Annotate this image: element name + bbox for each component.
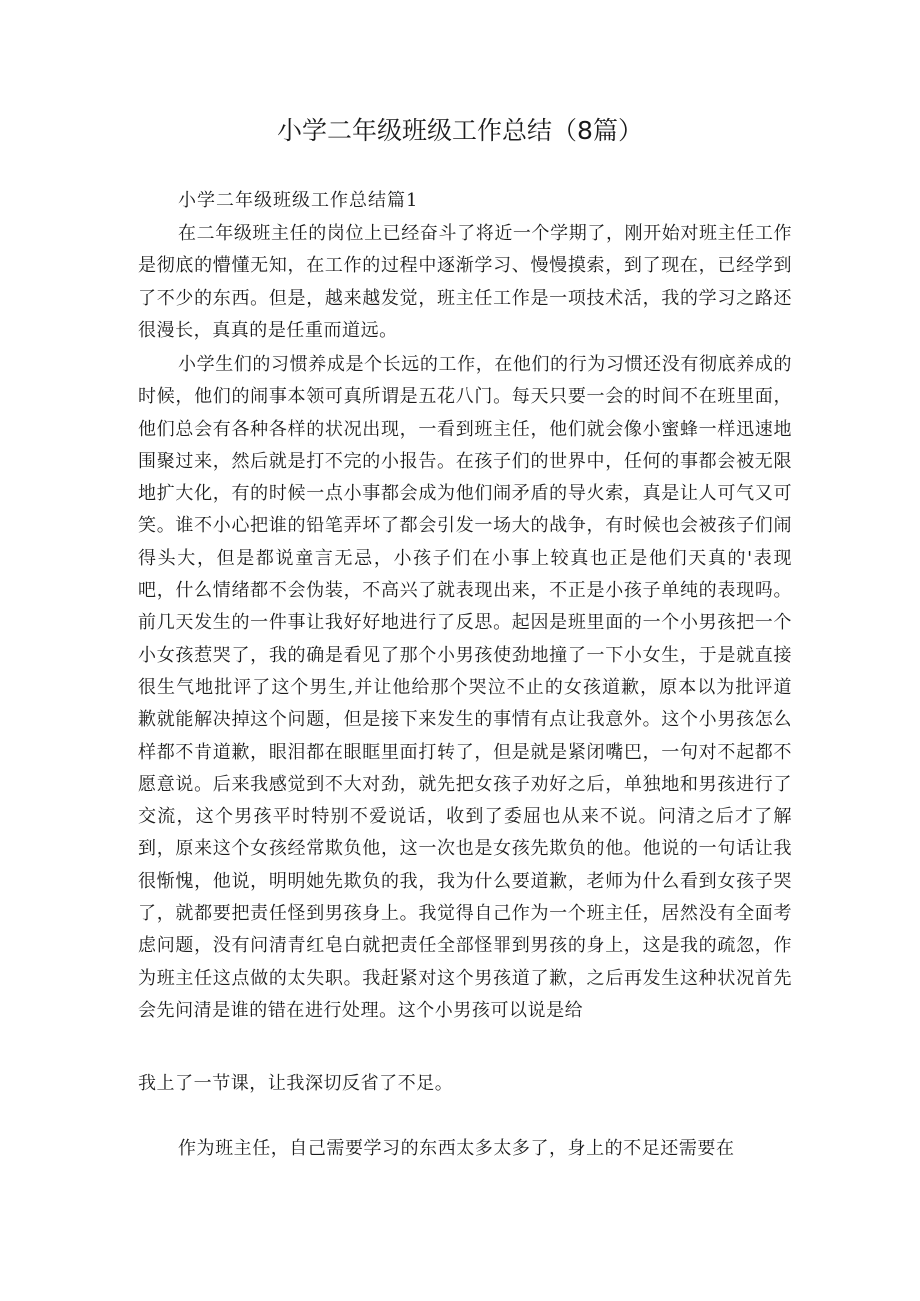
- paragraph-4: 作为班主任，自己需要学习的东西太多太多了，身上的不足还需要在: [178, 1138, 735, 1159]
- paragraph-2: 小学生们的习惯养成是个长远的工作，在他们的行为习惯还没有彻底养成的时候，他们的闹事本领可真所谓是五花八门。每天只要一会的时间不在班里面，他们总会有各种各样的状况出现，一看到班主任，他们就会像小蜜蜂一样迅速地围聚过来，然后就是打不完的小报告。在孩子们的世界中，任何的事都会被无限地扩大化，有的时候一点小事都会成为他们闹矛盾的导火索，真是让人可气又可笑。谁不小心把谁的铅笔弄坏了都会引发一场大的战争，有时候也会被孩子们闹得头大，但是都说童言无忌，小孩子们在小事上较真也正是他们天真的'表现吧，什么情绪都不会伪装，不高兴了就表现出来，不正是小孩子单纯的表现吗。前几天发生的一件事让我好好地进行了反思。起因是班里面的一个小男孩把一个小女孩惹哭了，我的确是看见了那个小男孩使劲地撞了一下小女生，于是就直接很生气地批评了这个男生,并让他给那个哭泣不止的女孩道歉，原本以为批评道歉就能解决掉这个问题，但是接下来发生的事情有点让我意外。这个小男孩怎么样都不肯道歉，眼泪都在眼眶里面打转了，但是就是紧闭嘴巴，一句对不起都不愿意说。后来我感觉到不大对劲，就先把女孩子劝好之后，单独地和男孩进行了交流，这个男孩平时特别不爱说话，收到了委屈也从来不说。问清之后才了解到，原来这个女孩经常欺负他，这一次也是女孩先欺负的他。他说的一句话让我很惭愧，他说，明明她先欺负的我，我为什么要道歉，老师为什么看到女孩子哭了，就都要把责任怪到男孩身上。我觉得自己作为一个班主任，居然没有全面考虑问题，没有问清青红皂白就把责任全部怪罪到男孩的身上，这是我的疏忽，作为班主任这点做的太失职。我赶紧对这个男孩道了歉，之后再发生这种状况首先会先问清是谁的错在进行处理。这个小男孩可以说是给: [138, 354, 792, 1021]
- paragraph-3: 我上了一节课，让我深切反省了不足。: [138, 1073, 454, 1094]
- document-title: 小学二年级班级工作总结（8篇）: [277, 116, 643, 145]
- section-heading: 小学二年级班级工作总结篇1: [178, 190, 419, 211]
- paragraph-1: 在二年级班主任的岗位上已经奋斗了将近一个学期了，刚开始对班主任工作是彻底的懵懂无知，在工作的过程中逐渐学习、慢慢摸索，到了现在，已经学到了不少的东西。但是，越来越发觉，班主任工作是一项技术活，我的学习之路还很漫长，真真的是任重而道远。: [138, 223, 792, 341]
